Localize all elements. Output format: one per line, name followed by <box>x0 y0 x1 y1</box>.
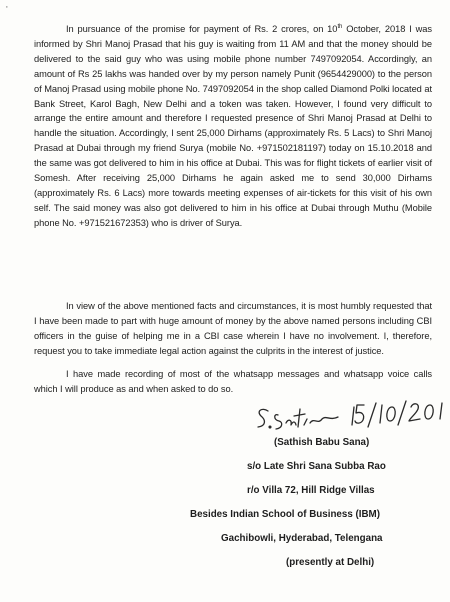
signatory-name: (Sathish Babu Sana) <box>274 437 370 448</box>
signatory-parent: s/o Late Shri Sana Subba Rao <box>247 461 386 472</box>
signatory-locality: Gachibowli, Hyderabad, Telengana <box>221 533 383 544</box>
handwritten-signature <box>252 395 450 435</box>
paragraph-1-text-a: In pursuance of the promise for payment of Rs. 2 crores, on 10 <box>66 24 338 34</box>
paragraph-1-text-b: October, 2018 I was informed by Shri Manoj Prasad that his guy is waiting from 11 AM and that the money should be delivered to the said guy who was using mobile phone number 7497092054. Accordingly, an amount of Rs 25 lakhs was handed over by my person namely Punit (9654429000) to the person of Manoj Prasad using mobile phone No. 7497092054 in the shop called Diamond Polki located at Bank Street, Karol Bagh, New Delhi and a token was taken. However, I found very difficult to arrange the entire amount and therefore I requested presence of Shri Manoj Prasad at Delhi to handle the situation. Accordingly, I sent 25,000 Dirhams (approximately Rs. 5 Lacs) to Shri Manoj Prasad at Dubai through my friend Surya (mobile No. +971502181197) today on 15.10.2018 and the same was got delivered to him in his office at Dubai. This was for flight tickets of earlier visit of Somesh. After receiving 25,000 Dirhams he again asked me to send 30,000 Dirhams (approximately Rs. 6 Lacs) more towards meeting expenses of air-tickets for this visit of his own self. The said money was also got delivered to him in his office at Dubai through Muthu (Mobile phone No. +971521672353) who is driver of Surya. <box>34 24 432 228</box>
signatory-landmark: Besides Indian School of Business (IBM) <box>190 509 380 520</box>
corner-mark: · <box>5 1 9 13</box>
paragraph-2-text: In view of the above mentioned facts and circumstances, it is most humbly requested that I have been made to part with huge amount of money by the above named persons including CBI officers in the guise of helping me in a CBI case wherein I have no involvement. I, therefore, request you to take immediate legal action against the culprits in the interest of justice. <box>34 301 432 356</box>
paragraph-recordings <box>34 367 432 397</box>
paragraph-payment-details <box>34 22 432 231</box>
signatory-note: (presently at Delhi) <box>286 557 375 568</box>
ordinal-suffix: th <box>337 23 343 30</box>
signatory-residence: r/o Villa 72, Hill Ridge Villas <box>247 485 375 496</box>
signature-drawing <box>252 395 450 435</box>
paragraph-3-text: I have made recording of most of the whatsapp messages and whatsapp voice calls which I will produce as and when asked to do so. <box>34 369 432 394</box>
paragraph-request <box>34 299 432 359</box>
